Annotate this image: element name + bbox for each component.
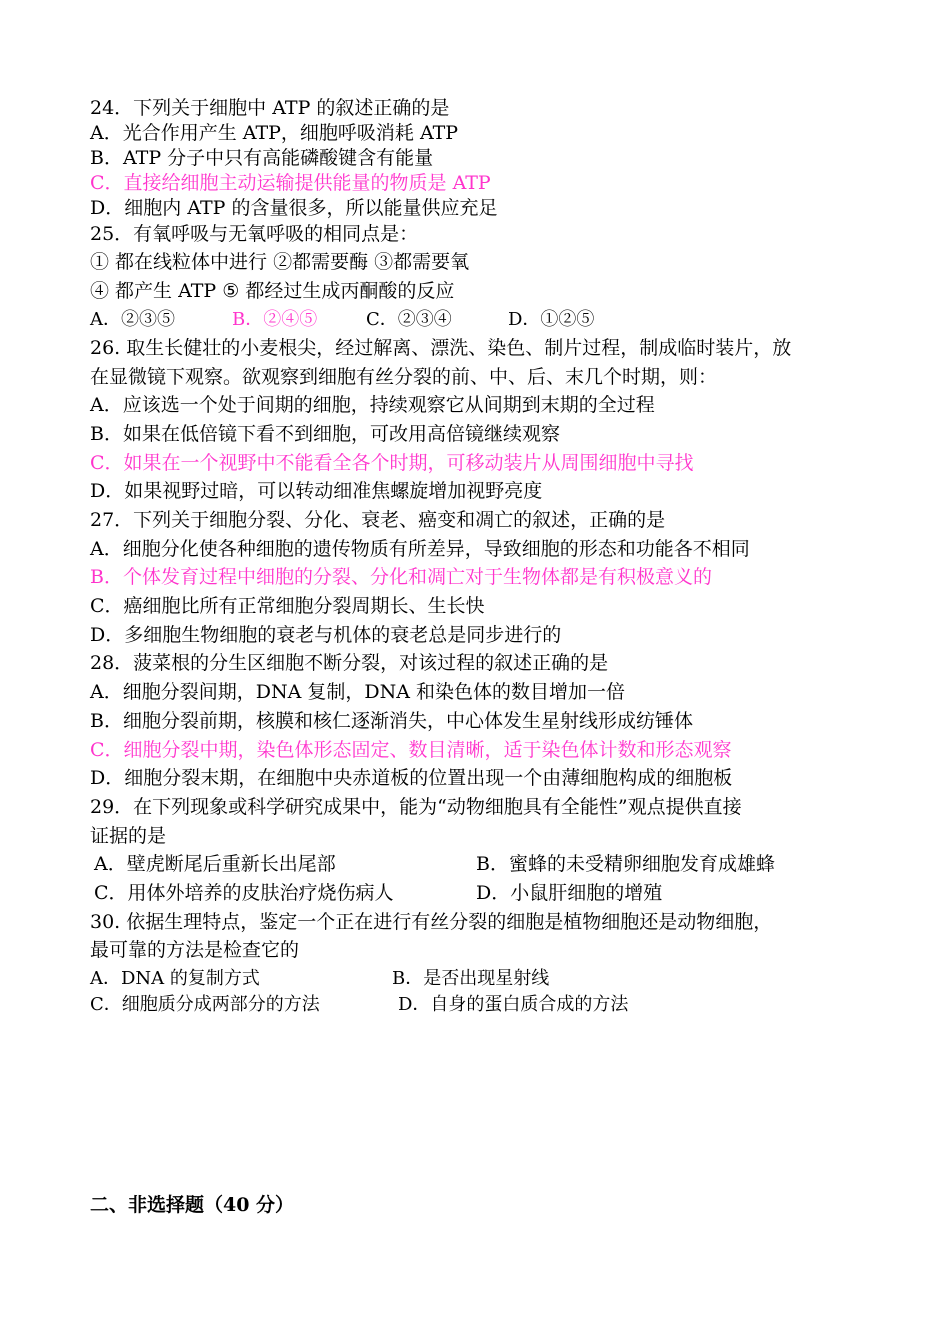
q26-stem-line1: 26. 取生长健壮的小麦根尖，经过解离、漂洗、染色、制片过程，制成临时装片，放 [90,337,792,359]
q28-stem: 28．菠菜根的分生区细胞不断分裂，对该过程的叙述正确的是 [90,652,609,674]
q27-stem: 27．下列关于细胞分裂、分化、衰老、癌变和凋亡的叙述，正确的是 [90,509,666,531]
q29-option-c: C．用体外培养的皮肤治疗烧伤病人 [94,882,394,904]
q24-stem: 24．下列关于细胞中 ATP 的叙述正确的是 [90,97,450,119]
q25-option-d: D．①②⑤ [508,309,595,330]
q28-option-c-answer: C．细胞分裂中期，染色体形态固定、数目清晰，适于染色体计数和形态观察 [90,739,732,761]
q30-option-a: A．DNA 的复制方式 [90,968,260,989]
q27-option-c: C．癌细胞比所有正常细胞分裂周期长、生长快 [90,595,485,617]
q28-option-a: A．细胞分裂间期，DNA 复制，DNA 和染色体的数目增加一倍 [90,681,625,703]
q27-option-a: A．细胞分化使各种细胞的遗传物质有所差异，导致细胞的形态和功能各不相同 [90,538,750,560]
q24-option-b: B．ATP 分子中只有高能磷酸键含有能量 [90,147,434,169]
q29-stem-line1: 29．在下列现象或科学研究成果中，能为“动物细胞具有全能性”观点提供直接 [90,796,742,818]
q27-option-d: D．多细胞生物细胞的衰老与机体的衰老总是同步进行的 [90,624,562,646]
q30-option-b: B．是否出现星射线 [392,968,550,989]
q25-stem: 25．有氧呼吸与无氧呼吸的相同点是： [90,223,419,245]
q28-option-d: D．细胞分裂末期，在细胞中央赤道板的位置出现一个由薄细胞构成的细胞板 [90,767,733,789]
q25-option-a: A．②③⑤ [90,309,175,330]
q27-option-b-answer: B．个体发育过程中细胞的分裂、分化和凋亡对于生物体都是有积极意义的 [90,566,712,588]
q24-option-c-answer: C．直接给细胞主动运输提供能量的物质是 ATP [90,172,491,194]
q26-option-c-answer: C．如果在一个视野中不能看全各个时期，可移动装片从周围细胞中寻找 [90,452,694,474]
q29-option-a: A．壁虎断尾后重新长出尾部 [94,853,336,875]
q26-option-a: A．应该选一个处于间期的细胞，持续观察它从间期到末期的全过程 [90,394,655,416]
q29-option-b: B．蜜蜂的未受精卵细胞发育成雄蜂 [476,853,775,875]
q30-stem-line2: 最可靠的方法是检查它的 [90,939,300,961]
q25-items-line2: ④ 都产生 ATP ⑤ 都经过生成丙酮酸的反应 [90,280,455,302]
q26-option-b: B．如果在低倍镜下看不到细胞，可改用高倍镜继续观察 [90,423,560,445]
q30-stem-line1: 30. 依据生理特点，鉴定一个正在进行有丝分裂的细胞是植物细胞还是动物细胞， [90,911,773,933]
q30-option-d: D．自身的蛋白质合成的方法 [398,994,629,1015]
q29-option-d: D．小鼠肝细胞的增殖 [476,882,663,904]
q25-option-b-answer: B．②④⑤ [232,309,318,330]
q24-option-a: A．光合作用产生 ATP，细胞呼吸消耗 ATP [90,122,459,144]
q30-option-c: C．细胞质分成两部分的方法 [90,994,320,1015]
section-2-title: 二、非选择题（40 分） [90,1194,295,1216]
q26-option-d: D．如果视野过暗，可以转动细准焦螺旋增加视野亮度 [90,480,543,502]
q26-stem-line2: 在显微镜下观察。欲观察到细胞有丝分裂的前、中、后、末几个时期，则： [90,366,718,388]
q25-option-c: C．②③④ [366,309,452,330]
q28-option-b: B．细胞分裂前期，核膜和核仁逐渐消失，中心体发生星射线形成纺锤体 [90,710,693,732]
q29-stem-line2: 证据的是 [90,825,167,847]
q25-items-line1: ① 都在线粒体中进行 ②都需要酶 ③都需要氧 [90,251,470,273]
q24-option-d: D．细胞内 ATP 的含量很多，所以能量供应充足 [90,197,498,219]
